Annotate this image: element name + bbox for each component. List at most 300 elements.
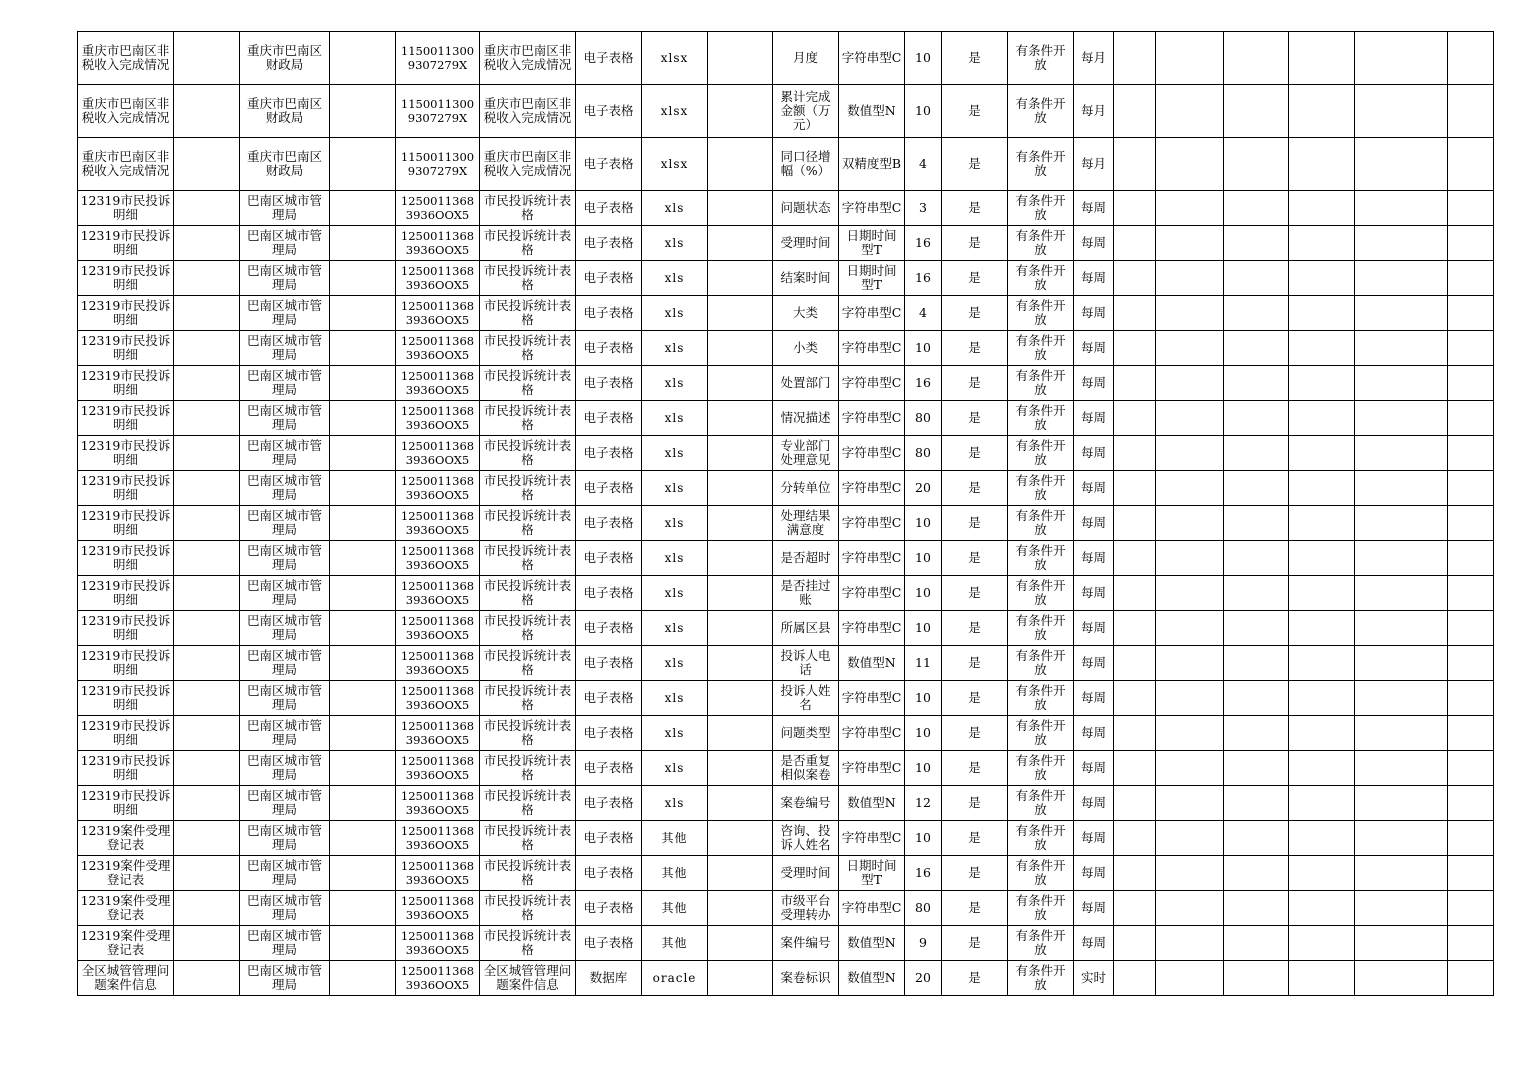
blank-cell-a — [174, 681, 240, 716]
length-cell: 10 — [905, 541, 942, 576]
resource-name-cell: 市民投诉统计表格 — [480, 646, 576, 681]
field-name-cell: 是否重复相似案卷 — [773, 751, 839, 786]
table-row — [78, 891, 1494, 926]
table-row — [78, 32, 1494, 85]
format-cell: xls — [642, 366, 708, 401]
data-type-cell: 字符串型C — [839, 891, 905, 926]
catalog-name-cell: 12319案件受理登记表 — [78, 891, 174, 926]
data-type-cell: 数值型N — [839, 85, 905, 138]
blank-cell-b — [330, 961, 396, 996]
credit-code-cell: 12500113683936OOX5 — [396, 576, 480, 611]
blank-cell-c — [708, 751, 773, 786]
blank-cell-b — [330, 786, 396, 821]
blank-cell-b — [330, 138, 396, 191]
empty-cell — [1355, 541, 1448, 576]
empty-cell — [1224, 366, 1289, 401]
blank-cell-a — [174, 366, 240, 401]
blank-cell-c — [708, 541, 773, 576]
field-name-cell: 问题类型 — [773, 716, 839, 751]
credit-code-cell: 12500113683936OOX5 — [396, 506, 480, 541]
resource-name-cell: 市民投诉统计表格 — [480, 926, 576, 961]
blank-cell-b — [330, 296, 396, 331]
resource-name-cell: 市民投诉统计表格 — [480, 716, 576, 751]
empty-cell — [1224, 541, 1289, 576]
length-cell: 10 — [905, 506, 942, 541]
department-cell: 重庆市巴南区财政局 — [240, 138, 330, 191]
empty-cell — [1114, 366, 1156, 401]
empty-cell — [1448, 751, 1494, 786]
empty-cell — [1114, 961, 1156, 996]
table-row — [78, 786, 1494, 821]
required-cell: 是 — [942, 32, 1008, 85]
empty-cell — [1114, 261, 1156, 296]
department-cell: 巴南区城市管理局 — [240, 576, 330, 611]
credit-code-cell: 11500113009307279X — [396, 138, 480, 191]
empty-cell — [1448, 226, 1494, 261]
data-type-cell: 数值型N — [839, 961, 905, 996]
table-row — [78, 261, 1494, 296]
required-cell: 是 — [942, 366, 1008, 401]
empty-cell — [1114, 576, 1156, 611]
blank-cell-a — [174, 786, 240, 821]
empty-cell — [1448, 85, 1494, 138]
carrier-type-cell: 电子表格 — [576, 716, 642, 751]
blank-cell-c — [708, 138, 773, 191]
carrier-type-cell: 电子表格 — [576, 401, 642, 436]
share-type-cell: 有条件开放 — [1008, 366, 1074, 401]
length-cell: 10 — [905, 716, 942, 751]
credit-code-cell: 12500113683936OOX5 — [396, 856, 480, 891]
format-cell: xls — [642, 751, 708, 786]
blank-cell-a — [174, 191, 240, 226]
format-cell: 其他 — [642, 856, 708, 891]
table-row — [78, 436, 1494, 471]
data-type-cell: 字符串型C — [839, 541, 905, 576]
department-cell: 巴南区城市管理局 — [240, 786, 330, 821]
empty-cell — [1224, 716, 1289, 751]
required-cell: 是 — [942, 401, 1008, 436]
share-type-cell: 有条件开放 — [1008, 436, 1074, 471]
empty-cell — [1156, 32, 1224, 85]
blank-cell-c — [708, 611, 773, 646]
empty-cell — [1289, 821, 1355, 856]
update-cycle-cell: 每周 — [1074, 716, 1114, 751]
length-cell: 20 — [905, 471, 942, 506]
blank-cell-c — [708, 331, 773, 366]
empty-cell — [1114, 821, 1156, 856]
field-name-cell: 大类 — [773, 296, 839, 331]
empty-cell — [1156, 296, 1224, 331]
share-type-cell: 有条件开放 — [1008, 716, 1074, 751]
field-name-cell: 问题状态 — [773, 191, 839, 226]
department-cell: 巴南区城市管理局 — [240, 681, 330, 716]
required-cell: 是 — [942, 436, 1008, 471]
empty-cell — [1224, 681, 1289, 716]
data-type-cell: 字符串型C — [839, 191, 905, 226]
empty-cell — [1114, 856, 1156, 891]
empty-cell — [1448, 786, 1494, 821]
blank-cell-a — [174, 926, 240, 961]
department-cell: 巴南区城市管理局 — [240, 611, 330, 646]
empty-cell — [1114, 506, 1156, 541]
required-cell: 是 — [942, 611, 1008, 646]
blank-cell-b — [330, 506, 396, 541]
carrier-type-cell: 电子表格 — [576, 436, 642, 471]
resource-name-cell: 市民投诉统计表格 — [480, 786, 576, 821]
credit-code-cell: 12500113683936OOX5 — [396, 436, 480, 471]
table-row — [78, 681, 1494, 716]
share-type-cell: 有条件开放 — [1008, 961, 1074, 996]
empty-cell — [1355, 961, 1448, 996]
catalog-name-cell: 全区城管管理问题案件信息 — [78, 961, 174, 996]
department-cell: 巴南区城市管理局 — [240, 436, 330, 471]
update-cycle-cell: 每周 — [1074, 436, 1114, 471]
required-cell: 是 — [942, 296, 1008, 331]
length-cell: 10 — [905, 611, 942, 646]
resource-name-cell: 市民投诉统计表格 — [480, 681, 576, 716]
carrier-type-cell: 电子表格 — [576, 506, 642, 541]
format-cell: xls — [642, 506, 708, 541]
empty-cell — [1156, 366, 1224, 401]
share-type-cell: 有条件开放 — [1008, 226, 1074, 261]
blank-cell-c — [708, 786, 773, 821]
department-cell: 巴南区城市管理局 — [240, 751, 330, 786]
share-type-cell: 有条件开放 — [1008, 926, 1074, 961]
empty-cell — [1224, 85, 1289, 138]
carrier-type-cell: 电子表格 — [576, 191, 642, 226]
empty-cell — [1224, 961, 1289, 996]
blank-cell-a — [174, 541, 240, 576]
update-cycle-cell: 每月 — [1074, 85, 1114, 138]
empty-cell — [1355, 891, 1448, 926]
empty-cell — [1448, 436, 1494, 471]
share-type-cell: 有条件开放 — [1008, 471, 1074, 506]
empty-cell — [1114, 331, 1156, 366]
empty-cell — [1289, 961, 1355, 996]
empty-cell — [1448, 541, 1494, 576]
empty-cell — [1156, 926, 1224, 961]
share-type-cell: 有条件开放 — [1008, 261, 1074, 296]
blank-cell-c — [708, 401, 773, 436]
catalog-name-cell: 12319市民投诉明细 — [78, 366, 174, 401]
update-cycle-cell: 每周 — [1074, 226, 1114, 261]
update-cycle-cell: 每周 — [1074, 471, 1114, 506]
length-cell: 10 — [905, 32, 942, 85]
empty-cell — [1114, 226, 1156, 261]
carrier-type-cell: 电子表格 — [576, 226, 642, 261]
blank-cell-b — [330, 85, 396, 138]
empty-cell — [1448, 138, 1494, 191]
empty-cell — [1289, 436, 1355, 471]
empty-cell — [1156, 821, 1224, 856]
empty-cell — [1156, 331, 1224, 366]
empty-cell — [1289, 541, 1355, 576]
empty-cell — [1289, 716, 1355, 751]
share-type-cell: 有条件开放 — [1008, 856, 1074, 891]
empty-cell — [1355, 646, 1448, 681]
blank-cell-c — [708, 821, 773, 856]
empty-cell — [1355, 261, 1448, 296]
credit-code-cell: 12500113683936OOX5 — [396, 786, 480, 821]
blank-cell-b — [330, 32, 396, 85]
table-row — [78, 138, 1494, 191]
length-cell: 10 — [905, 681, 942, 716]
table-row — [78, 576, 1494, 611]
format-cell: 其他 — [642, 821, 708, 856]
blank-cell-b — [330, 191, 396, 226]
length-cell: 4 — [905, 296, 942, 331]
blank-cell-a — [174, 961, 240, 996]
required-cell: 是 — [942, 716, 1008, 751]
empty-cell — [1355, 716, 1448, 751]
catalog-name-cell: 12319案件受理登记表 — [78, 856, 174, 891]
carrier-type-cell: 电子表格 — [576, 541, 642, 576]
data-type-cell: 数值型N — [839, 926, 905, 961]
blank-cell-c — [708, 296, 773, 331]
blank-cell-a — [174, 401, 240, 436]
empty-cell — [1355, 506, 1448, 541]
update-cycle-cell: 每周 — [1074, 366, 1114, 401]
format-cell: xls — [642, 191, 708, 226]
empty-cell — [1355, 296, 1448, 331]
resource-name-cell: 市民投诉统计表格 — [480, 331, 576, 366]
empty-cell — [1355, 226, 1448, 261]
data-type-cell: 字符串型C — [839, 681, 905, 716]
field-name-cell: 投诉人姓名 — [773, 681, 839, 716]
table-row — [78, 296, 1494, 331]
credit-code-cell: 12500113683936OOX5 — [396, 646, 480, 681]
data-type-cell: 字符串型C — [839, 331, 905, 366]
blank-cell-a — [174, 856, 240, 891]
blank-cell-c — [708, 961, 773, 996]
length-cell: 12 — [905, 786, 942, 821]
resource-name-cell: 市民投诉统计表格 — [480, 611, 576, 646]
blank-cell-b — [330, 611, 396, 646]
field-name-cell: 市级平台受理转办 — [773, 891, 839, 926]
update-cycle-cell: 每周 — [1074, 821, 1114, 856]
blank-cell-a — [174, 331, 240, 366]
empty-cell — [1448, 401, 1494, 436]
share-type-cell: 有条件开放 — [1008, 401, 1074, 436]
empty-cell — [1114, 891, 1156, 926]
field-name-cell: 累计完成金额（万元） — [773, 85, 839, 138]
format-cell: xls — [642, 541, 708, 576]
share-type-cell: 有条件开放 — [1008, 506, 1074, 541]
credit-code-cell: 12500113683936OOX5 — [396, 191, 480, 226]
field-name-cell: 处理结果满意度 — [773, 506, 839, 541]
table-row — [78, 471, 1494, 506]
empty-cell — [1156, 401, 1224, 436]
update-cycle-cell: 每月 — [1074, 138, 1114, 191]
blank-cell-a — [174, 751, 240, 786]
empty-cell — [1114, 191, 1156, 226]
empty-cell — [1224, 821, 1289, 856]
share-type-cell: 有条件开放 — [1008, 576, 1074, 611]
share-type-cell: 有条件开放 — [1008, 85, 1074, 138]
department-cell: 巴南区城市管理局 — [240, 856, 330, 891]
catalog-name-cell: 12319市民投诉明细 — [78, 436, 174, 471]
empty-cell — [1355, 471, 1448, 506]
credit-code-cell: 12500113683936OOX5 — [396, 926, 480, 961]
data-type-cell: 字符串型C — [839, 471, 905, 506]
empty-cell — [1289, 138, 1355, 191]
empty-cell — [1355, 751, 1448, 786]
catalog-name-cell: 重庆市巴南区非税收入完成情况 — [78, 85, 174, 138]
table-row — [78, 331, 1494, 366]
empty-cell — [1114, 401, 1156, 436]
table-row — [78, 611, 1494, 646]
catalog-name-cell: 12319市民投诉明细 — [78, 261, 174, 296]
empty-cell — [1224, 138, 1289, 191]
length-cell: 16 — [905, 366, 942, 401]
resource-name-cell: 市民投诉统计表格 — [480, 506, 576, 541]
length-cell: 10 — [905, 576, 942, 611]
empty-cell — [1224, 226, 1289, 261]
catalog-name-cell: 12319市民投诉明细 — [78, 401, 174, 436]
empty-cell — [1355, 681, 1448, 716]
credit-code-cell: 12500113683936OOX5 — [396, 821, 480, 856]
length-cell: 4 — [905, 138, 942, 191]
required-cell: 是 — [942, 191, 1008, 226]
carrier-type-cell: 电子表格 — [576, 891, 642, 926]
empty-cell — [1448, 506, 1494, 541]
blank-cell-b — [330, 926, 396, 961]
empty-cell — [1289, 331, 1355, 366]
blank-cell-c — [708, 191, 773, 226]
credit-code-cell: 12500113683936OOX5 — [396, 366, 480, 401]
empty-cell — [1289, 191, 1355, 226]
update-cycle-cell: 每周 — [1074, 856, 1114, 891]
table-row — [78, 821, 1494, 856]
empty-cell — [1114, 138, 1156, 191]
empty-cell — [1289, 85, 1355, 138]
share-type-cell: 有条件开放 — [1008, 646, 1074, 681]
catalog-name-cell: 12319市民投诉明细 — [78, 506, 174, 541]
empty-cell — [1355, 366, 1448, 401]
carrier-type-cell: 电子表格 — [576, 611, 642, 646]
data-type-cell: 字符串型C — [839, 821, 905, 856]
blank-cell-a — [174, 471, 240, 506]
blank-cell-c — [708, 32, 773, 85]
required-cell: 是 — [942, 226, 1008, 261]
update-cycle-cell: 每周 — [1074, 926, 1114, 961]
empty-cell — [1448, 471, 1494, 506]
empty-cell — [1156, 226, 1224, 261]
empty-cell — [1289, 681, 1355, 716]
resource-name-cell: 市民投诉统计表格 — [480, 541, 576, 576]
empty-cell — [1448, 681, 1494, 716]
share-type-cell: 有条件开放 — [1008, 681, 1074, 716]
empty-cell — [1355, 436, 1448, 471]
empty-cell — [1114, 716, 1156, 751]
credit-code-cell: 12500113683936OOX5 — [396, 961, 480, 996]
update-cycle-cell: 每月 — [1074, 32, 1114, 85]
blank-cell-c — [708, 226, 773, 261]
credit-code-cell: 12500113683936OOX5 — [396, 296, 480, 331]
empty-cell — [1448, 576, 1494, 611]
required-cell: 是 — [942, 891, 1008, 926]
empty-cell — [1289, 296, 1355, 331]
length-cell: 10 — [905, 85, 942, 138]
empty-cell — [1289, 926, 1355, 961]
format-cell: xls — [642, 436, 708, 471]
update-cycle-cell: 每周 — [1074, 576, 1114, 611]
share-type-cell: 有条件开放 — [1008, 138, 1074, 191]
table-row — [78, 191, 1494, 226]
field-name-cell: 专业部门处理意见 — [773, 436, 839, 471]
department-cell: 巴南区城市管理局 — [240, 506, 330, 541]
format-cell: xls — [642, 681, 708, 716]
data-type-cell: 日期时间型T — [839, 856, 905, 891]
blank-cell-b — [330, 856, 396, 891]
empty-cell — [1156, 856, 1224, 891]
blank-cell-b — [330, 751, 396, 786]
empty-cell — [1355, 331, 1448, 366]
empty-cell — [1448, 611, 1494, 646]
blank-cell-c — [708, 646, 773, 681]
credit-code-cell: 11500113009307279X — [396, 85, 480, 138]
empty-cell — [1156, 436, 1224, 471]
empty-cell — [1448, 646, 1494, 681]
catalog-name-cell: 12319市民投诉明细 — [78, 786, 174, 821]
empty-cell — [1156, 471, 1224, 506]
blank-cell-c — [708, 716, 773, 751]
blank-cell-a — [174, 576, 240, 611]
length-cell: 16 — [905, 856, 942, 891]
blank-cell-c — [708, 576, 773, 611]
blank-cell-c — [708, 366, 773, 401]
carrier-type-cell: 电子表格 — [576, 85, 642, 138]
empty-cell — [1289, 226, 1355, 261]
empty-cell — [1224, 891, 1289, 926]
table-row — [78, 751, 1494, 786]
empty-cell — [1156, 646, 1224, 681]
field-name-cell: 是否超时 — [773, 541, 839, 576]
carrier-type-cell: 电子表格 — [576, 821, 642, 856]
field-name-cell: 是否挂过账 — [773, 576, 839, 611]
department-cell: 巴南区城市管理局 — [240, 366, 330, 401]
empty-cell — [1114, 85, 1156, 138]
table-row — [78, 926, 1494, 961]
credit-code-cell: 12500113683936OOX5 — [396, 681, 480, 716]
credit-code-cell: 11500113009307279X — [396, 32, 480, 85]
update-cycle-cell: 每周 — [1074, 296, 1114, 331]
resource-name-cell: 市民投诉统计表格 — [480, 401, 576, 436]
empty-cell — [1448, 856, 1494, 891]
empty-cell — [1448, 366, 1494, 401]
blank-cell-a — [174, 32, 240, 85]
department-cell: 巴南区城市管理局 — [240, 226, 330, 261]
update-cycle-cell: 每周 — [1074, 541, 1114, 576]
credit-code-cell: 12500113683936OOX5 — [396, 541, 480, 576]
department-cell: 巴南区城市管理局 — [240, 926, 330, 961]
catalog-name-cell: 12319市民投诉明细 — [78, 471, 174, 506]
blank-cell-b — [330, 331, 396, 366]
carrier-type-cell: 电子表格 — [576, 331, 642, 366]
department-cell: 巴南区城市管理局 — [240, 261, 330, 296]
resource-name-cell: 市民投诉统计表格 — [480, 226, 576, 261]
empty-cell — [1289, 471, 1355, 506]
blank-cell-b — [330, 261, 396, 296]
share-type-cell: 有条件开放 — [1008, 541, 1074, 576]
empty-cell — [1355, 821, 1448, 856]
empty-cell — [1355, 611, 1448, 646]
length-cell: 10 — [905, 751, 942, 786]
empty-cell — [1355, 138, 1448, 191]
format-cell: xls — [642, 786, 708, 821]
format-cell: xlsx — [642, 85, 708, 138]
length-cell: 80 — [905, 401, 942, 436]
